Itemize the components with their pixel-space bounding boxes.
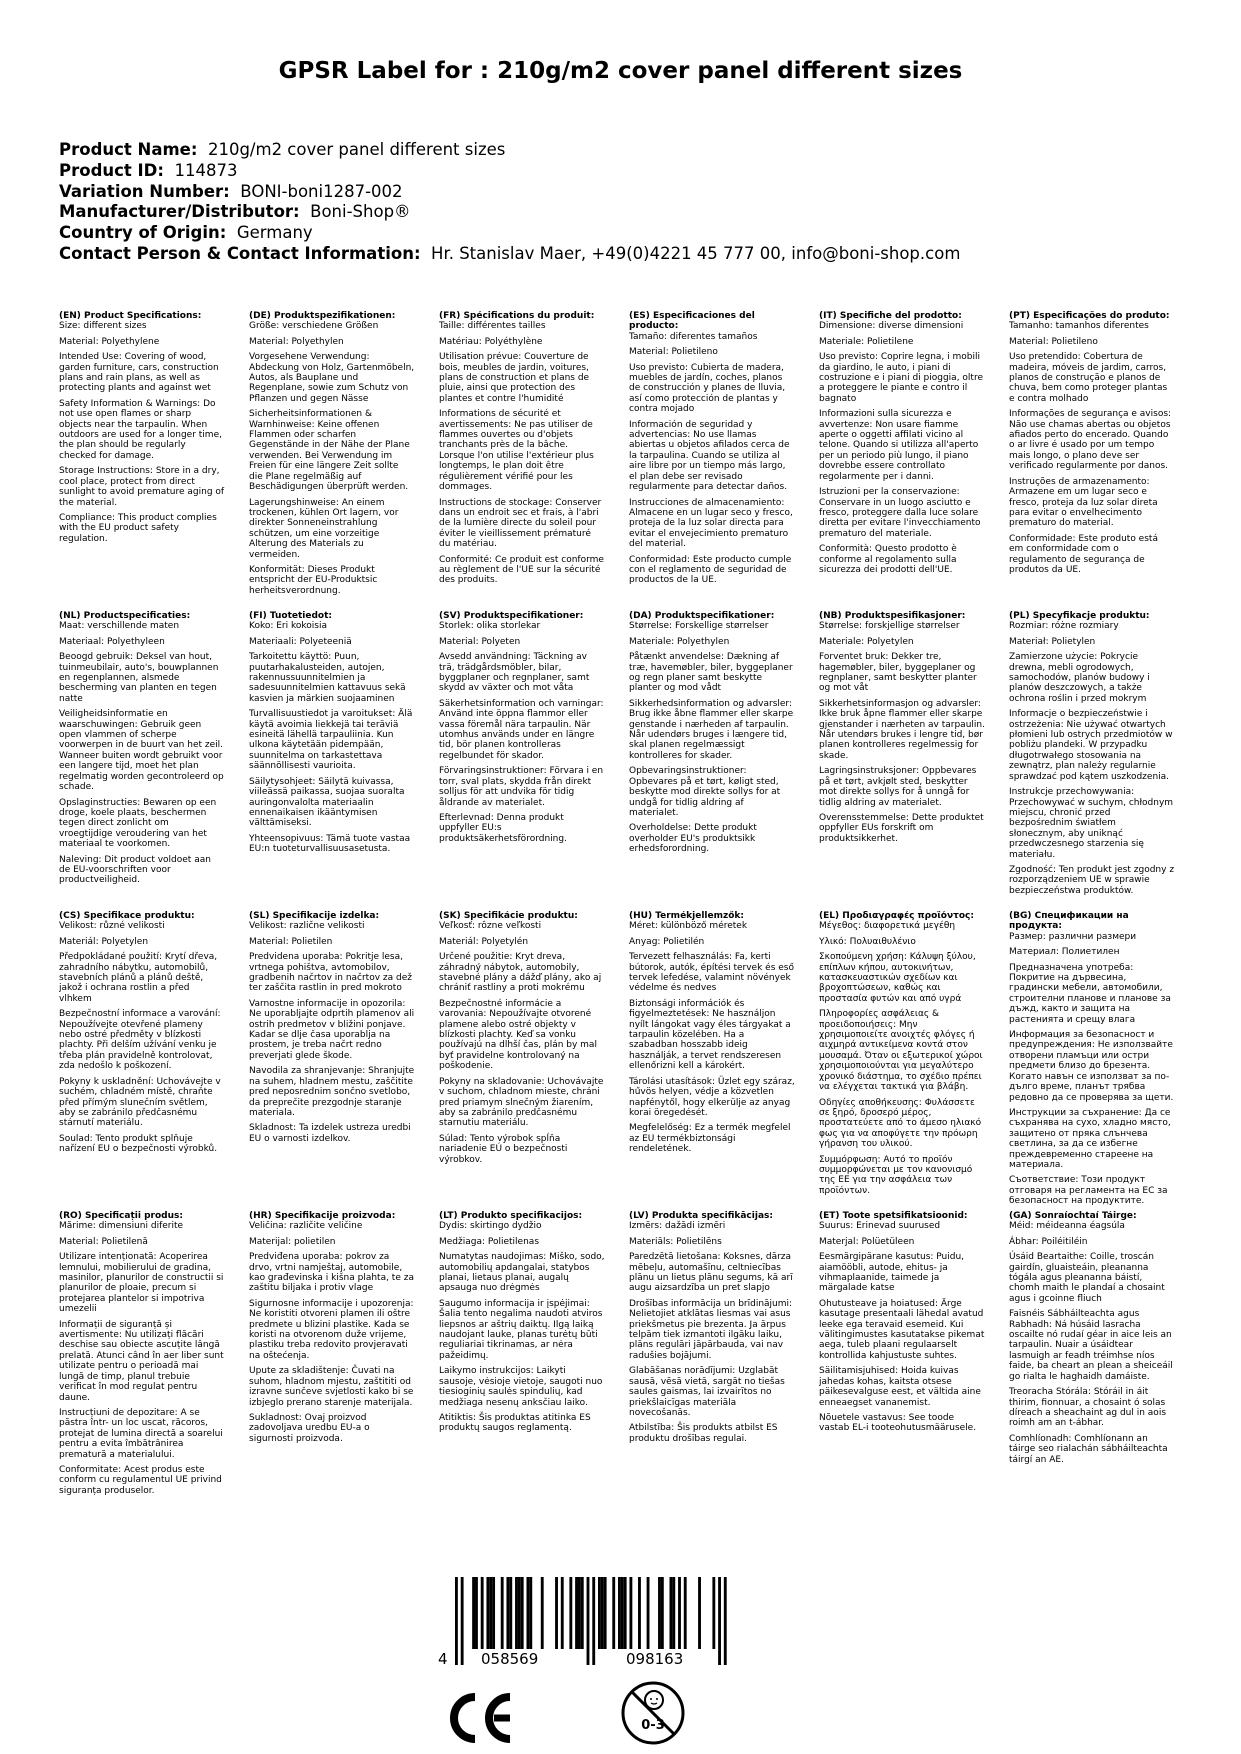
spec-use: Vorgesehene Verwendung: Abdeckung von Holz, Gartenmöbeln, Autos, als Bauplane und Regenplane, sowie zum Schutz von Pflanzen und gegen Nässe (249, 352, 415, 404)
spec-compliance: Overholdelse: Dette produkt overholder EU's produktsikk erhedsforordning. (629, 823, 757, 855)
barcode-bar (518, 1577, 521, 1649)
spec-storage: Οδηγίες αποθήκευσης: Φυλάσσετε σε ξηρό, δροσερό μέρος, προστατεύετε από το άμεσο ηλιακό φως για να αποφύγετε την πρόωρη γήρανση του υλικού. (819, 1097, 982, 1150)
barcode-bar (718, 1577, 721, 1665)
spec-material: Материал: Полиетилен (1009, 947, 1120, 958)
spec-size: Størrelse: forskjellige størrelser (819, 621, 960, 632)
spec-safety: Faisnéis Sábháilteachta agus Rabhadh: Ná húsáid lasracha oscailte nó rudaí géar in aice leis an tarpaulin. Nuair a úsáidtear lasmuigh ar feadh tréimhse níos faide, ba cheart an plean a sheiceáil go rialta le haghaidh damáiste. (1009, 1309, 1173, 1382)
spec-compliance: Overensstemmelse: Dette produktet oppfyller EUs forskrift om produktsikkerhet. (819, 812, 984, 844)
spec-compliance: Yhteensopivuus: Tämä tuote vastaa EU:n tuoteturvallisuusasetusta. (249, 833, 411, 855)
spec-compliance: Съответствие: Този продукт отговаря на регламента на ЕС за безопасност на продуктите. (1009, 1175, 1168, 1207)
spec-material: Materiale: Polyethylen (629, 636, 730, 647)
spec-heading: (NL) Productspecificaties: (59, 611, 191, 621)
spec-compliance: Naleving: Dit product voldoet aan de EU-voorschriften voor productveiligheid. (59, 854, 211, 886)
spec-heading: (DE) Produktspezifikationen: (249, 311, 396, 321)
spec-size: Størrelse: Forskellige størrelser (629, 621, 769, 632)
product-info-label: Variation Number: (59, 181, 230, 201)
spec-safety: Sigurnosne informacije i upozorenja: Ne koristiti otvoreni plamen ili oštre predmete u blizini plastike. Kada se koristi na otvorenom duže vrijeme, plastiku treba redovito provjeravati na oštećenja. (249, 1298, 414, 1361)
spec-safety: Bezpečnostní informace a varování: Nepoužívejte otevřené plameny nebo ostré předměty v blízkosti plachty. Při delším užívání venku je třeba plán pravidelně kontrolovat, zda nedošlo k poškození. (59, 1009, 221, 1072)
spec-safety: Drošības informācija un brīdinājumi: Nelietojiet atklātas liesmas vai asus priekšmetus pie brezenta. Ja ārpus telpām tiek izmantoti ilgāku laiku, plāns regulāri jāpārbauda, vai nav radušies bojājumi. (629, 1298, 793, 1361)
spec-material: Materiál: Polyetylen (59, 936, 149, 947)
spec-material: Material: Polietileno (1009, 336, 1098, 347)
spec-safety: Sicherheitsinformationen & Warnhinweise: Keine offenen Flammen oder scharfen Gegenstände in der Nähe der Plane verwenden. Bei Verwendung im Freien für eine längere Zeit sollte die Plane regelmäßig auf Beschädigungen überprüft werden. (249, 409, 410, 493)
spec-material: Material: Polietileno (629, 347, 718, 358)
spec-use: Predvidena uporaba: Pokritje lesa, vrtnega pohištva, avtomobilov, gradbenih načrtov in načrtov za dež ter zaščita rastlin in pred mokroto (249, 952, 412, 994)
spec-material: Materiale: Polietilene (819, 336, 914, 347)
spec-compliance: Atitiktis: Šis produktas atitinka ES produktų saugos reglamentą. (439, 1412, 591, 1434)
spec-heading: (SL) Specifikacije izdelka: (249, 911, 380, 921)
product-info-label: Country of Origin: (59, 223, 227, 243)
barcode-bar (515, 1577, 518, 1649)
spec-compliance: Conformitate: Acest produs este conform cu regulamentul UE privind siguranța produselor. (59, 1464, 222, 1496)
spec-storage: Lagringsinstruksjoner: Oppbevares på et tørt, avkjølt sted, beskytter mot direkte sollys for å unngå for tidlig aldring av materialet. (819, 766, 977, 808)
product-info-label: Manufacturer/Distributor: (59, 202, 300, 222)
barcode-bar (481, 1577, 484, 1649)
barcode-bar (624, 1577, 627, 1649)
spec-compliance: Súlad: Tento výrobok spĺňa nariadenie EÚ o bezpečnosti výrobkov. (439, 1133, 568, 1165)
product-info-label: Product Name: (59, 140, 198, 159)
spec-material: Materiaali: Polyeteeniä (249, 636, 352, 647)
barcode-bar (461, 1577, 464, 1665)
spec-material: Material: Polietilen (249, 936, 333, 947)
product-info-value: 210g/m2 cover panel different sizes (207, 140, 506, 159)
spec-use: Uso pretendido: Cobertura de madeira, móveis de jardim, carros, planos de construção e planos de chuva, bem como proteger plantas e contra molhado (1009, 352, 1168, 404)
spec-heading: (RO) Specificații produs: (59, 1211, 183, 1221)
spec-safety: Informacje o bezpieczeństwie i ostrzeżenia: Nie używać otwartych płomieni lub ostrych przedmiotów w pobliżu plandeki. W przypadku długotrwałego stosowania na zewnątrz, plan należy regularnie sprawdzać pod kątem uszkodzenia. (1009, 709, 1173, 782)
spec-heading: (ET) Toote spetsifikatsioonid: (819, 1211, 968, 1221)
product-info-row (59, 202, 960, 223)
spec-safety: Turvallisuustiedot ja varoitukset: Älä käytä avoimia liekkejä tai teräviä esineitä lähellä tarpauliinia. Kun ulkona käytetään pidempään, suunnitelma on tarkastettava säännöllisesti vaurioita. (249, 709, 413, 772)
barcode-left-digits: 058569 (481, 1650, 539, 1668)
barcode-bar (561, 1577, 564, 1649)
barcode-bar (724, 1577, 727, 1665)
spec-block (249, 311, 439, 611)
spec-block (629, 911, 819, 1211)
page-title: GPSR Label for : 210g/m2 cover panel different sizes (278, 58, 963, 84)
product-info-row (59, 182, 960, 203)
product-info-row (59, 161, 960, 182)
spec-heading: (IT) Specifiche del prodotto: (819, 311, 962, 321)
spec-use: Σκοπούμενη χρήση: Κάλυψη ξύλου, επίπλων κήπου, αυτοκινήτων, κατασκευαστικών σχεδίων και βροχοπτώσεων, καθώς και προστασία φυτών και από υγρά (819, 952, 976, 1004)
barcode-bar (670, 1577, 673, 1649)
spec-use: Intended Use: Covering of wood, garden furniture, cars, construction plans and rain plans, as well as protecting plants and against wet (59, 352, 219, 394)
barcode-bar (638, 1577, 641, 1649)
spec-size: Tamanho: tamanhos diferentes (1009, 321, 1149, 332)
spec-material: Ábhar: Poiléitiléin (1009, 1236, 1088, 1247)
spec-material: Materiał: Polietylen (1009, 636, 1096, 647)
spec-storage: Instructions de stockage: Conserver dans un endroit sec et frais, à l'abri de la lumière directe du soleil pour éviter le vieillissement prématuré du matériau. (439, 497, 602, 550)
barcode-right-digits: 098163 (626, 1650, 684, 1668)
not-for-children-under-3-icon (620, 1680, 686, 1746)
spec-safety: Sikkerhetsinformasjon og advarsler: Ikke bruk åpne flammer eller skarpe gjenstander i nærheten av tarpaulin. Når utendørs brukes i lengre tid, bør planen kontrolleres regelmessig for skade. (819, 698, 985, 761)
product-info-value: 114873 (174, 160, 238, 180)
barcode-bar (672, 1577, 675, 1649)
spec-heading: (GA) Sonraíochtaí Táirge: (1009, 1211, 1137, 1221)
spec-use: Utilizare intenționată: Acoperirea lemnului, mobilierului de gradina, masinilor, planurilor de constructii si planurilor de ploaie, precum si protejarea plantelor si impotriva umezelii (59, 1252, 224, 1315)
spec-safety: Информация за безопасност и предупреждения: Не използвайте отворени пламъци или остри предмети близо до брезента. Когато навън се използват за по-дълго време, планът трябва редовно да се проверява за щети. (1009, 1030, 1174, 1103)
spec-heading: (ES) Especificaciones del producto: (629, 311, 755, 332)
spec-compliance: Megfelelőség: Ez a termék megfelel az EU termékbiztonsági rendeletének. (629, 1123, 791, 1155)
barcode-bar (581, 1577, 584, 1649)
spec-size: Velikost: různé velikosti (59, 921, 165, 932)
spec-size: Veličina: različite veličine (249, 1221, 363, 1232)
spec-storage: Navodila za shranjevanje: Shranjujte na suhem, hladnem mestu, zaščitite pred neposrednim sončno svetlobo, da preprečite prezgodnje staranje materiala. (249, 1066, 415, 1118)
spec-material: Material: Polyethylen (249, 336, 344, 347)
barcode-bar (647, 1577, 650, 1649)
spec-storage: Upute za skladištenje: Čuvati na suhom, hladnom mjestu, zaštititi od izravne sunčeve svjetlosti kako bi se izbjeglo prerano starenje materijala. (249, 1366, 414, 1408)
spec-safety: Saugumo informacija ir įspėjimai: Šalia tento negalima naudoti atviros liepsnos ar aštrių daiktų. Ilgą laiką naudojant lauke, planas turėtų būti reguliariai tikrinamas, ar nėra pažeidimų. (439, 1298, 603, 1361)
spec-compliance: Konformität: Dieses Produkt entspricht der EU-Produktsic herheitsverordnung. (249, 564, 378, 596)
barcode-bar (658, 1577, 661, 1649)
spec-heading: (NB) Produktspesifikasjoner: (819, 611, 966, 621)
spec-safety: Varnostne informacije in opozorila: Ne uporabljajte odprtih plamenov ali ostrih predmetov v bližini ponjave. Kadar se dlje časa uporablja na prostem, je treba načrt redno preverjati glede škode. (249, 998, 415, 1061)
barcode-bar (661, 1577, 664, 1649)
spec-use: Eesmärgipärane kasutus: Puidu, aiamööbli, autode, ehitus- ja vihmaplaanide, taimede ja märgalade katse (819, 1252, 965, 1294)
spec-safety: Informații de siguranță și avertismente: Nu utilizați flăcări deschise sau obiecte ascuțite lângă prelată. Atunci când în aer liber sunt utilizate pentru o perioadă mai lungă de timp, planul trebuie verificat în mod regulat pentru daune. (59, 1319, 224, 1403)
spec-size: Mărime: dimensiuni diferite (59, 1221, 184, 1232)
spec-block (249, 611, 439, 911)
spec-storage: Säilytysohjeet: Säilytä kuivassa, viileässä paikassa, suojaa suoralta auringonvalolta materiaalin ennenaikaisen ikääntymisen välttämiseksi. (249, 776, 405, 829)
spec-storage: Opslaginstructies: Bewaren op een droge, koele plaats, beschermen tegen direct zonlicht om vroegtijdige veroudering van het materiaal te voorkomen. (59, 797, 217, 850)
spec-size: Μέγεθος: διαφορετικά μεγέθη (819, 921, 956, 932)
spec-safety: Biztonsági információk és figyelmeztetések: Ne használjon nyílt lángokat vagy éles tárgyakat a tarpaulin közelében. Ha a szabadban hosszabb ideig használják, a tervet rendszeresen ellenőrizni kell a károkért. (629, 998, 791, 1072)
spec-heading: (PL) Specyfikacje produktu: (1009, 611, 1150, 621)
spec-heading: (SK) Špecifikácie produktu: (439, 911, 578, 921)
spec-block (629, 611, 819, 911)
barcode-bar (578, 1577, 581, 1649)
spec-safety: Safety Information & Warnings: Do not use open flames or sharp objects near the tarpaulin. When outdoors are used for a longer time, the plan should be regularly checked for damage. (59, 398, 222, 461)
product-info-row (59, 140, 960, 161)
product-info-value: Germany (236, 223, 313, 243)
spec-size: Größe: verschiedene Größen (249, 321, 379, 332)
spec-use: Uso previsto: Coprire legna, i mobili da giardino, le auto, i piani di costruzione e i piani di pioggia, oltre a proteggere le piante e contro il bagnato (819, 352, 983, 404)
barcode-bar (475, 1577, 478, 1649)
spec-use: Tarkoitettu käyttö: Puun, puutarhakalusteiden, autojen, rakennussuunnitelmien ja sadesuunnitelmien kattavuus sekä kasvien ja märkien suojaaminen (249, 652, 406, 704)
spec-safety: Informazioni sulla sicurezza e avvertenze: Non usare fiamme aperte o oggetti affilati vicino al telone. Quando si utilizza all'aperto per un periodo più lungo, il piano dovrebbe essere controllato regolarmente per i danni. (819, 409, 979, 482)
spec-heading: (DA) Produktspecifikationer: (629, 611, 775, 621)
spec-size: Veľkosť: rôzne veľkosti (439, 921, 542, 932)
spec-use: Beoogd gebruik: Deksel van hout, tuinmeubilair, auto's, bouwplannen en regenplannen, alsmede bescherming van planten en tegen natte (59, 652, 219, 704)
spec-heading: (EN) Product Specifications: (59, 311, 202, 321)
barcode-bar (604, 1577, 607, 1649)
spec-storage: Säilitamisjuhised: Hoida kuivas jahedas kohas, kaitsta otsese päikesevalguse eest, et vältida aine enneaegset vananemist. (819, 1366, 981, 1408)
spec-block (439, 911, 629, 1211)
spec-material: Materiale: Polyetylen (819, 636, 914, 647)
barcode-bar (575, 1577, 578, 1649)
barcode-bar (506, 1577, 509, 1649)
spec-use: Forventet bruk: Dekker tre, hagemøbler, biler, byggeplaner og regnplaner, samt beskytter planter og mot våt (819, 652, 977, 694)
product-info-value: Hr. Stanislav Maer, +49(0)4221 45 777 00, info@boni-shop.com (431, 243, 961, 263)
product-info-value: Boni-Shop® (310, 202, 411, 222)
spec-compliance: Conformité: Ce produit est conforme au règlement de l'UE sur la sécurité des produits. (439, 554, 604, 586)
product-info (59, 140, 960, 265)
spec-material: Material: Polietilenă (59, 1236, 148, 1247)
spec-block (629, 1211, 819, 1511)
product-info-value: BONI-boni1287-002 (240, 181, 403, 201)
spec-storage: Pokyny k uskladnění: Uchovávejte v suchém, chladném místě, chraňte před přímým slunečním světlem, aby se zabránilo předčasnému stárnutí materiálu. (59, 1076, 221, 1129)
spec-compliance: Skladnost: Ta izdelek ustreza uredbi EU o varnosti izdelkov. (249, 1123, 411, 1144)
spec-material: Materiāls: Polietilēns (629, 1236, 722, 1247)
spec-use: Tervezett felhasználás: Fa, kerti bútorok, autók, építési tervek és eső tervek lefedése, valamint növények védelme és nedves (629, 952, 794, 994)
spec-storage: Instrucciones de almacenamiento: Almacene en un lugar seco y fresco, proteja de la luz solar directa para evitar el envejecimiento prematuro del material. (629, 497, 793, 550)
spec-use: Paredzētā lietošana: Koksnes, dārza mēbeļu, automašīnu, celtniecības plānu un lietus plānu segums, kā arī augu aizsardzība un pret slapjo (629, 1252, 793, 1294)
spec-use: Predviđena uporaba: pokrov za drvo, vrtni namještaj, automobile, kao građevinska i kišna plahta, te za zaštitu biljaka i protiv vlage (249, 1252, 414, 1294)
spec-block (1009, 911, 1199, 1211)
spec-block (249, 1211, 439, 1511)
spec-storage: Istruzioni per la conservazione: Conservare in un luogo asciutto e fresco, proteggere dalla luce solare diretta per evitare l'invecchiamento prematuro del materiale. (819, 487, 981, 539)
product-info-row (59, 223, 960, 244)
spec-heading: (LT) Produkto specifikacijos: (439, 1211, 583, 1221)
barcode-bar (509, 1577, 512, 1649)
spec-use: Предназначена употреба: Покритие на дървесина, градински мебели, автомобили, строителни планове и планове за дъжд, както и защита на растенията и срещу влага (1009, 962, 1171, 1025)
spec-block (819, 911, 1009, 1211)
spec-compliance: Nõuetele vastavus: See toode vastab EL-i tooteohutusmäärusele. (819, 1412, 977, 1434)
spec-safety: Bezpečnostné informácie a varovania: Nepoužívajte otvorené plamene alebo ostré objekty v blízkosti plachty. Keď sa vonku používajú na dlhší čas, plán by mal byť pravidelne kontrolovaný na poškodenie. (439, 998, 597, 1072)
spec-safety: Säkerhetsinformation och varningar: Använd inte öppna flammor eller vassa föremål nära tarpaulin. När utomhus används under en längre tid, bör planen kontrolleras regelbundet för skador. (439, 698, 604, 761)
spec-size: Size: different sizes (59, 321, 147, 332)
spec-material: Materiál: Polyetylén (439, 936, 529, 947)
barcode-bar (501, 1577, 504, 1649)
barcode-bar (601, 1577, 604, 1649)
spec-block (629, 311, 819, 611)
spec-heading: (HU) Termékjellemzők: (629, 911, 745, 921)
barcode-bar (492, 1577, 495, 1649)
spec-heading: (PT) Especificações do produto: (1009, 311, 1170, 321)
barcode-bar (712, 1577, 715, 1649)
barcode-bar (612, 1577, 615, 1649)
spec-material: Materjal: Polüetüleen (819, 1236, 915, 1247)
barcode-bar (684, 1577, 687, 1649)
spec-compliance: Compliance: This product complies with the EU product safety regulation. (59, 512, 217, 544)
spec-storage: Pokyny na skladovanie: Uchovávajte v suchom, chladnom mieste, chráni pred priamym slnečným žiarením, aby sa zabránilo predčasnému starnutiu materiálu. (439, 1076, 604, 1129)
spec-compliance: Conformidad: Este producto cumple con el reglamento de seguridad de productos de la UE. (629, 554, 792, 586)
spec-storage: Treoracha Stórála: Stóráil in áit thirim, fionnuar, a chosaint ó solas díreach a sheachaint ag dul in aois roimh am an t-ábhar. (1009, 1387, 1167, 1429)
product-info-label: Contact Person & Contact Information: (59, 243, 421, 263)
spec-use: Numatytas naudojimas: Miško, sodo, automobilių apdangalai, statybos planai, lietaus planai, augalų apsauga nuo drėgmės (439, 1252, 605, 1294)
product-info-label: Product ID: (59, 160, 164, 180)
spec-compliance: Sukladnost: Ovaj proizvod zadovoljava uredbu EU-a o sigurnosti proizvoda. (249, 1412, 370, 1444)
ce-mark-icon (448, 1693, 516, 1743)
spec-use: Zamierzone użycie: Pokrycie drewna, mebli ogrodowych, samochodów, planów budowy i planów deszczowych, a także ochrona roślin i przed mokrym (1009, 652, 1150, 704)
spec-storage: Instrucțiuni de depozitare: A se păstra într- un loc uscat, răcoros, protejat de lumina directă a soarelui pentru a evita îmbătrânirea prematură a materialului. (59, 1407, 223, 1460)
spec-use: Úsáid Beartaithe: Coille, troscán gairdín, gluaisteáin, pleananna tógála agus pleananna báistí, chomh maith le plandaí a chosaint agus i gcoinne fliuch (1009, 1252, 1165, 1304)
spec-size: Maat: verschillende maten (59, 621, 180, 632)
barcode-bar (486, 1577, 489, 1649)
spec-storage: Инструкции за съхранение: Да се съхранява на сухо, хладно място, защитено от пряка слънчева светлина, за да се избегне преждевременно стареене на материала. (1009, 1107, 1171, 1170)
spec-size: Rozmiar: różne rozmiary (1009, 621, 1119, 632)
spec-use: Uso previsto: Cubierta de madera, muebles de jardín, coches, planos de construcción y planes de lluvia, así como protección de plantas y contra mojado (629, 362, 786, 415)
spec-block (819, 311, 1009, 611)
spec-storage: Opbevaringsinstruktioner: Opbevares på et tørt, køligt sted, beskytte mod direkte sollys for at undgå for tidlig aldring af materialet. (629, 766, 781, 818)
spec-size: Storlek: olika storlekar (439, 621, 541, 632)
barcode-bar (455, 1577, 458, 1665)
spec-grid (59, 311, 1199, 1511)
spec-block (59, 1211, 249, 1511)
spec-heading: (FI) Tuotetiedot: (249, 611, 333, 621)
spec-size: Dydis: skirtingo dydžio (439, 1221, 542, 1232)
barcode-bar (587, 1577, 590, 1665)
barcode-bar (618, 1577, 621, 1649)
spec-safety: Informations de sécurité et avertissements: Ne pas utiliser de flammes ouvertes ou d'objets tranchants près de la bâche. Lorsque l'on utilise l'extérieur plus longtemps, le plan doit être régulièrement vérifié pour les dommages. (439, 409, 594, 493)
spec-block (819, 611, 1009, 911)
spec-safety: Veiligheidsinformatie en waarschuwingen: Gebruik geen open vlammen of scherpe voorwerpen in de buurt van het zeil. Wanneer buiten wordt gebruikt voor een langere tijd, moet het plan regelmatig worden gecontroleerd op schade. (59, 709, 224, 793)
spec-storage: Instruções de armazenamento: Armazene em um lugar seco e fresco, proteja da luz solar direta para evitar o envelhecimento prematuro do material. (1009, 476, 1158, 529)
spec-storage: Instrukcje przechowywania: Przechowywać w suchym, chłodnym miejscu, chronić przed bezpośrednim światłem słonecznym, aby uniknąć przedwczesnego starzenia się materiału. (1009, 787, 1174, 860)
spec-use: Předpokládané použití: Krytí dřeva, zahradního nábytku, automobilů, stavebních plánů a plánů deště, jakož i ochrana rostlin a před vlhkem (59, 952, 218, 1004)
barcode-bar (629, 1577, 632, 1649)
spec-material: Medžiaga: Polietilenas (439, 1236, 540, 1247)
spec-block (1009, 1211, 1199, 1511)
spec-block (59, 611, 249, 911)
barcode-first-digit: 4 (438, 1650, 448, 1668)
barcode-bar (529, 1577, 532, 1649)
spec-block (1009, 611, 1199, 911)
spec-size: Koko: Eri kokoisia (249, 621, 327, 632)
barcode-bar (569, 1577, 572, 1649)
spec-safety: Πληροφορίες ασφάλειας & προειδοποιήσεις: Μην χρησιμοποιείτε ανοιχτές φλόγες ή αιχμηρά αντικείμενα κοντά στον μουσαμά. Όταν οι εξωτερικοί χώροι χρησιμοποιούνται για μεγαλύτερο χρονικό διάστημα, το σχέδιο πρέπει να ελέγχεται τακτικά για βλάβη. (819, 1009, 983, 1093)
spec-heading: (CS) Specifikace produktu: (59, 911, 195, 921)
spec-block (59, 311, 249, 611)
spec-use: Påtænkt anvendelse: Dækning af træ, havemøbler, biler, byggeplaner og regn planer samt beskytte planter og mod vådt (629, 652, 793, 694)
product-info-row (59, 244, 960, 265)
spec-heading: (EL) Προδιαγραφές προϊόντος: (819, 911, 974, 921)
spec-compliance: Conformità: Questo prodotto è conforme al regolamento sulla sicurezza dei prodotti dell'UE. (819, 544, 957, 575)
spec-block (439, 311, 629, 611)
spec-compliance: Efterlevnad: Denna produkt uppfyller EU:s produktsäkerhetsförordning. (439, 812, 567, 844)
spec-size: Dimensione: diverse dimensioni (819, 321, 964, 332)
spec-block (819, 1211, 1009, 1511)
barcode-bar (489, 1577, 492, 1649)
spec-storage: Laikymo instrukcijos: Laikyti sausoje, vėsioje vietoje, saugoti nuo tiesioginių saulės spindulių, kad medžiaga nesenų anksčiau laiko. (439, 1366, 603, 1408)
spec-storage: Lagerungshinweise: An einem trockenen, kühlen Ort lagern, vor direkter Sonneneinstrahlung schützen, um eine vorzeitige Alterung des Materials zu vermeiden. (249, 497, 399, 560)
spec-heading: (SV) Produktspecifikationer: (439, 611, 584, 621)
spec-material: Matériau: Polyéthylène (439, 336, 543, 347)
spec-use: Určené použitie: Kryt dreva, záhradný nábytok, automobily, stavebné plány a dážď plány, ako aj chrániť rastliny a proti mokrému (439, 952, 602, 994)
spec-size: Méret: különböző méretek (629, 921, 748, 932)
spec-compliance: Zgodność: Ten produkt jest zgodny z rozporządzeniem UE w sprawie bezpieczeństwa produktów. (1009, 864, 1175, 896)
barcode-bar (592, 1577, 595, 1665)
spec-block (59, 911, 249, 1211)
spec-heading: (LV) Produkta specifikācijas: (629, 1211, 773, 1221)
barcode-bar (541, 1577, 544, 1649)
spec-size: Tamaño: diferentes tamaños (629, 331, 758, 342)
spec-compliance: Atbilstība: Šis produkts atbilst ES produktu drošības regulai. (629, 1423, 778, 1444)
spec-size: Taille: différentes tailles (439, 321, 546, 332)
spec-heading: (HR) Specifikacije proizvoda: (249, 1211, 396, 1221)
spec-block (1009, 311, 1199, 611)
barcode-bar (472, 1577, 475, 1649)
spec-block (439, 611, 629, 911)
spec-safety: Sikkerhedsinformation og advarsler: Brug ikke åbne flammer eller skarpe genstande i nærheden af tarpaulin. Når udendørs bruges i længere tid, skal planen regelmæssigt kontrolleres for skader. (629, 698, 794, 761)
spec-size: Méid: méideanna éagsúla (1009, 1221, 1125, 1232)
spec-compliance: Συμμόρφωση: Αυτό το προϊόν συμμορφώνεται με τον κανονισμό της ΕΕ για την ασφάλεια των προϊόντων. (819, 1154, 973, 1196)
spec-material: Material: Polyeten (439, 636, 521, 647)
spec-storage: Förvaringsinstruktioner: Förvara i en torr, sval plats, skydda från direkt solljus för att undvika för tidig åldrande av materialet. (439, 766, 604, 808)
spec-use: Avsedd användning: Täckning av trä, trädgårdsmöbler, bilar, byggplaner och regnplaner, samt skydd av växter och mot våta (439, 652, 590, 694)
barcode-bar (598, 1577, 601, 1649)
barcode-bar (678, 1577, 681, 1649)
spec-storage: Storage Instructions: Store in a dry, cool place, protect from direct sunlight to avoid premature aging of the material. (59, 466, 225, 508)
spec-heading: (BG) Спецификации на продукта: (1009, 911, 1129, 932)
spec-storage: Glabāšanas norādījumi: Uzglabāt sausā, vēsā vietā, sargāt no tiešas saules gaismas, lai izvairītos no priekšlaicīgas materiāla novecošanās. (629, 1366, 785, 1418)
spec-safety: Información de seguridad y advertencias: No use llamas abiertas u objetos afilados cerca de la tarpaulina. Cuando se utiliza al aire libre por un tiempo más largo, el plan debe ser revisado regularmente para detectar daños. (629, 419, 790, 493)
spec-safety: Informações de segurança e avisos: Não use chamas abertas ou objetos afiados perto do encerado. Quando o ar livre é usado por um tempo mais longo, o plano deve ser verificado regularmente por danos. (1009, 409, 1172, 472)
spec-use: Utilisation prévue: Couverture de bois, meubles de jardin, voitures, plans de construction et plans de pluie, ainsi que protection des plantes et contre l'humidité (439, 352, 590, 404)
spec-safety: Ohutusteave ja hoiatused: Ärge kasutage presentaali lähedal avatud leeke ega teravaid esemeid. Kui välitingimustes kasutatakse pikemat aega, tuleb plaani regulaarselt kontrollida kahjustuste suhtes. (819, 1298, 985, 1361)
spec-heading: (FR) Spécifications du produit: (439, 311, 595, 321)
spec-size: Suurus: Erinevad suurused (819, 1221, 941, 1232)
barcode-bar (698, 1577, 701, 1649)
spec-compliance: Comhlíonadh: Comhlíonann an táirge seo rialachán sábháilteachta táirgí an AE. (1009, 1433, 1168, 1465)
spec-compliance: Conformidade: Este produto está em conformidade com o regulamento de segurança de produtos da UE. (1009, 533, 1158, 575)
spec-size: Velikost: različne velikosti (249, 921, 365, 932)
spec-size: Izmērs: dažādi izmēri (629, 1221, 726, 1232)
spec-size: Размер: различни размери (1009, 931, 1137, 942)
spec-storage: Tárolási utasítások: Üzlet egy száraz, hűvös helyen, védje a közvetlen napfénytől, hogy elkerülje az anyag korai öregedését. (629, 1076, 795, 1118)
barcode-bar (555, 1577, 558, 1649)
barcode-bar (521, 1577, 524, 1649)
spec-material: Anyag: Polietilén (629, 936, 705, 947)
spec-block (439, 1211, 629, 1511)
spec-material: Materijal: polietilen (249, 1236, 336, 1247)
spec-compliance: Soulad: Tento produkt splňuje nařízení EU o bezpečnosti výrobků. (59, 1133, 218, 1155)
spec-block (249, 911, 439, 1211)
spec-material: Materiaal: Polyethyleen (59, 636, 165, 647)
age-label: 0-3 (641, 1718, 665, 1733)
barcode-bar (527, 1577, 530, 1649)
spec-material: Υλικό: Πολυαιθυλένιο (819, 936, 916, 947)
barcode-bar (621, 1577, 624, 1649)
spec-material: Material: Polyethylene (59, 336, 160, 347)
